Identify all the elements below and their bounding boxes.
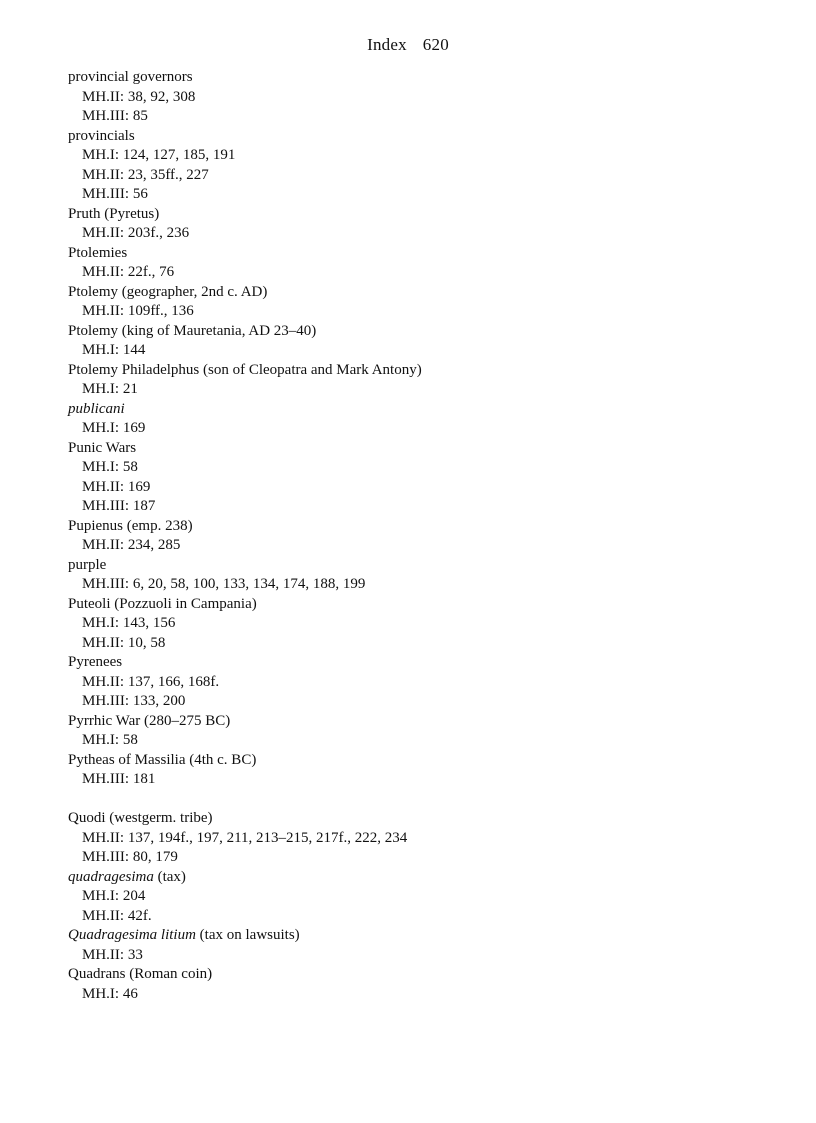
index-entry	[68, 965, 788, 1004]
index-entry	[68, 400, 788, 439]
index-term-segment: Pyrenees	[68, 654, 123, 670]
index-entry	[68, 517, 788, 556]
index-term	[68, 127, 788, 147]
index-reference: MH.II: 169	[82, 478, 151, 495]
index-term	[68, 205, 788, 225]
page-header	[0, 34, 816, 56]
index-term	[68, 868, 788, 888]
index-entry	[68, 361, 788, 400]
index-reference: MH.II: 109ff., 136	[82, 303, 194, 319]
index-term-segment: Punic Wars	[68, 439, 137, 456]
index-term-segment: provincial governors	[68, 69, 193, 85]
index-entry	[68, 926, 788, 965]
index-term-segment: Quadrans (Roman coin)	[68, 966, 213, 982]
index-term-segment: purple	[68, 556, 107, 573]
index-reference: MH.I: 124, 127, 185, 191	[82, 147, 236, 163]
index-reference: MH.III: 80, 179	[82, 849, 178, 865]
header-title: Index	[367, 35, 407, 54]
index-term	[68, 68, 788, 88]
index-entry	[68, 556, 788, 595]
index-term-italic-segment: quadragesima	[68, 868, 154, 885]
index-reference: MH.II: 38, 92, 308	[82, 88, 196, 105]
index-term-segment: (tax on lawsuits)	[195, 927, 300, 943]
index-term-segment: Ptolemy (geographer, 2nd c. AD)	[68, 283, 268, 300]
index-reference: MH.I: 143, 156	[82, 615, 176, 631]
index-reference: MH.II: 10, 58	[82, 634, 166, 651]
index-term	[68, 556, 788, 576]
index-term	[68, 322, 788, 342]
index-entry	[68, 712, 788, 751]
index-reference: MH.III: 187	[82, 498, 156, 514]
index-reference: MH.I: 204	[82, 888, 146, 904]
index-term	[68, 283, 788, 303]
index-term-italic-segment: Quadragesima litium	[68, 927, 196, 943]
index-entry	[68, 127, 788, 205]
index-reference: MH.I: 46	[82, 985, 138, 1002]
index-term-segment: Ptolemies	[68, 244, 128, 261]
index-term	[68, 595, 788, 615]
index-term	[68, 712, 788, 732]
index-term-segment: Ptolemy (king of Mauretania, AD 23–40)	[68, 322, 317, 339]
index-reference: MH.I: 58	[82, 459, 138, 475]
index-entry	[68, 68, 788, 127]
index-entry	[68, 595, 788, 654]
index-term-segment: Quodi (westgerm. tribe)	[68, 810, 213, 826]
index-reference: MH.II: 23, 35ff., 227	[82, 166, 209, 183]
index-reference: MH.II: 234, 285	[82, 537, 181, 553]
index-term-segment: Ptolemy Philadelphus (son of Cleopatra and Mark Antony)	[68, 361, 422, 378]
index-entry	[68, 868, 788, 927]
index-entry	[68, 751, 788, 790]
index-reference: MH.III: 133, 200	[82, 693, 186, 709]
index-reference: MH.I: 21	[82, 381, 138, 397]
index-reference: MH.III: 85	[82, 108, 148, 124]
index-entry	[68, 244, 788, 283]
index-term	[68, 653, 788, 673]
index-reference: MH.II: 137, 166, 168f.	[82, 673, 220, 690]
index-term-segment: Puteoli (Pozzuoli in Campania)	[68, 595, 257, 612]
index-reference: MH.I: 169	[82, 420, 146, 436]
index-entry	[68, 322, 788, 361]
index-term-segment: Pyrrhic War (280–275 BC)	[68, 712, 231, 729]
index-entry	[68, 439, 788, 517]
index-term	[68, 809, 788, 829]
index-reference: MH.III: 181	[82, 771, 156, 787]
index-term	[68, 439, 788, 459]
index-reference: MH.III: 6, 20, 58, 100, 133, 134, 174, 188, 199	[82, 576, 366, 592]
index-entry	[68, 205, 788, 244]
index-reference: MH.II: 33	[82, 946, 143, 963]
index-term-segment: (tax)	[153, 868, 186, 885]
index-reference: MH.I: 144	[82, 342, 146, 358]
index-list	[68, 68, 788, 1004]
index-term-italic-segment: publicani	[68, 400, 125, 417]
index-entry	[68, 283, 788, 322]
index-reference: MH.II: 22f., 76	[82, 264, 175, 280]
index-term	[68, 400, 788, 420]
index-term	[68, 517, 788, 537]
index-term	[68, 926, 788, 946]
index-entry	[68, 809, 788, 868]
index-term-segment: Pytheas of Massilia (4th c. BC)	[68, 751, 257, 768]
index-entry	[68, 653, 788, 712]
index-term	[68, 751, 788, 771]
index-term	[68, 244, 788, 264]
index-reference: MH.I: 58	[82, 732, 138, 748]
index-term-segment: Pupienus (emp. 238)	[68, 517, 193, 534]
index-term-segment: Pruth (Pyretus)	[68, 205, 160, 222]
page-number: 620	[422, 35, 449, 54]
index-reference: MH.III: 56	[82, 186, 148, 202]
index-term-segment: provincials	[68, 127, 135, 144]
index-term	[68, 361, 788, 381]
index-reference: MH.II: 137, 194f., 197, 211, 213–215, 217f., 222, 234	[82, 829, 408, 846]
index-reference: MH.II: 42f.	[82, 907, 152, 924]
index-term	[68, 965, 788, 985]
index-reference: MH.II: 203f., 236	[82, 225, 190, 241]
